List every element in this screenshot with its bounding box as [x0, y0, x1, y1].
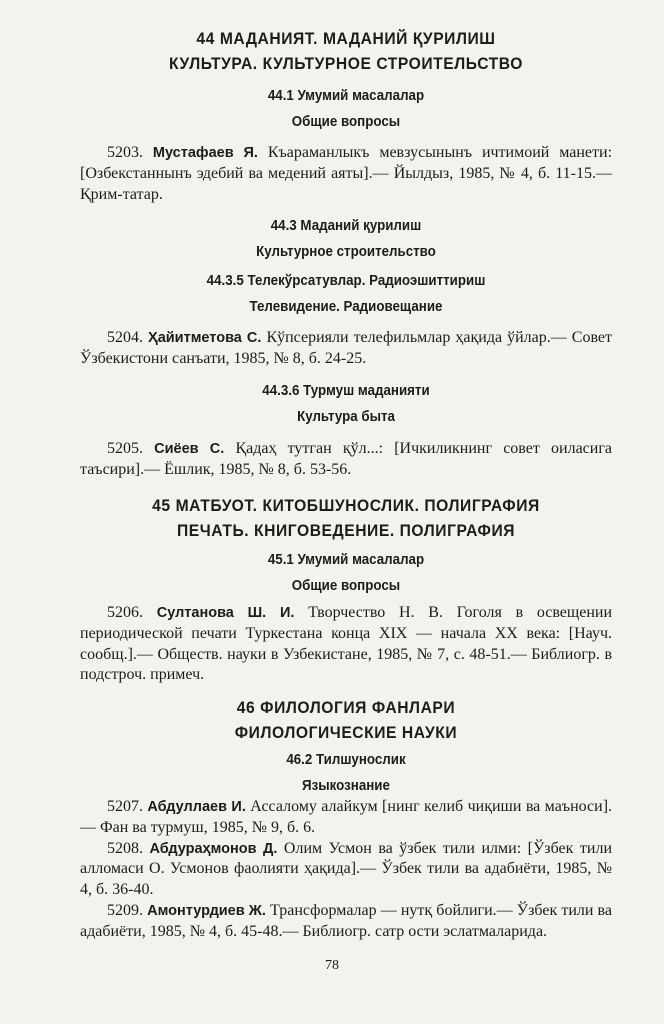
subheading-line: 44.3.6 Турмуш маданияти: [262, 383, 430, 399]
entry-5205: [80, 439, 612, 481]
entry-number: 5209.: [107, 901, 143, 919]
subheading-line: Культурное строительство: [256, 244, 436, 260]
subheading-line: 44.1 Умумий масалалар: [267, 88, 425, 104]
entry-5206: [80, 603, 612, 686]
entry-text: Қадаҳ тутган қўл...: [Ичкиликнинг совет оиласига таъсири].— Ёшлик, 1985, № 8, б. 53-56.: [80, 440, 612, 478]
subheading-44-3: [101, 213, 590, 320]
entry-author: Амонтурдиев Ж.: [147, 902, 266, 919]
heading-line: ФИЛОЛОГИЧЕСКИЕ НАУКИ: [234, 723, 458, 742]
entry-author: Абдураҳмонов Д.: [149, 840, 278, 857]
entry-author: Абдуллаев И.: [147, 799, 246, 815]
entry-5208: [80, 839, 612, 901]
subheading-46-2: [101, 747, 590, 799]
entry-number: 5205.: [107, 440, 143, 457]
subheading-line: Общие вопросы: [291, 578, 401, 594]
entries-46-2: [80, 797, 612, 943]
entry-5203: [80, 143, 612, 205]
entry-text: Олим Усмон ва ўзбек тили илми: [Ўзбек тили алломаси О. Усмонов фаолияти ҳақида].— Ўзбек тили ва адабиёти, 1985, № 4, б. 36-40.: [80, 839, 613, 899]
entry-author: Ҳайитметова С.: [148, 330, 262, 346]
entry-text: Трансформалар — нутқ бойлиги.— Ўзбек тили ва адабиёти, 1985, № 4, б. 45-48.— Библиогр. сатр ости эслатмаларида.: [80, 901, 612, 940]
subheading-line: Культура быта: [297, 409, 395, 425]
heading-line: КУЛЬТУРА. КУЛЬТУРНОЕ СТРОИТЕЛЬСТВО: [169, 54, 523, 73]
entry-5209: [80, 901, 612, 943]
subheading-line: 46.2 Тилшунослик: [286, 752, 406, 768]
entry-number: 5208.: [107, 839, 143, 857]
entry-text: Ассалому алайкум [нинг келиб чиқиши ва маъноси].— Фан ва турмуш, 1985, № 9, б. 6.: [80, 798, 613, 836]
entry-number: 5204.: [107, 329, 143, 346]
section-heading-44: [101, 26, 590, 76]
section-heading-46: [101, 695, 590, 745]
page-number: 78: [325, 958, 339, 973]
entry-author: Мустафаев Я.: [152, 145, 258, 161]
entry-text: Къараманлыкъ мевзусынынъ ичтимоий манети: [Озбекстаннынъ эдебий ва медений аяты].— Йылдыз, 1985, № 4, б. 11-15.— Қрим-татар.: [80, 144, 613, 203]
entry-author: Сиёев С.: [154, 441, 225, 457]
heading-line: 45 МАТБУОТ. КИТОБШУНОСЛИК. ПОЛИГРАФИЯ: [152, 496, 540, 515]
entry-text: Кўпсерияли телефильмлар ҳақида ўйлар.— Совет Ўзбекистони санъати, 1985, № 8, б. 24-25.: [80, 329, 612, 367]
subheading-line: Языкознание: [302, 778, 390, 794]
entry-number: 5206.: [107, 604, 143, 621]
subheading-44-3-6: [101, 378, 590, 430]
subheading-45-1: [101, 547, 590, 599]
entry-author: Султанова Ш. И.: [156, 605, 295, 621]
entry-5204: [80, 328, 612, 370]
section-heading-45: [101, 493, 590, 543]
heading-line: 44 МАДАНИЯТ. МАДАНИЙ ҚУРИЛИШ: [196, 29, 496, 48]
subheading-line: Телевидение. Радиовещание: [249, 299, 443, 315]
entry-number: 5203.: [107, 144, 143, 161]
subheading-44-1: [101, 83, 590, 135]
heading-line: 46 ФИЛОЛОГИЯ ФАНЛАРИ: [236, 698, 456, 717]
entry-text: Творчество Н. В. Гоголя в освещении периодической печати Туркестана конца XIX — начала XX века: [Науч. сообщ.].— Обществ. науки в Узбекистане, 1985, № 7, с. 48-51.— Библиогр. в подстроч. примеч.: [80, 604, 613, 684]
subheading-line: 44.3 Маданий қурилиш: [270, 218, 422, 234]
subheading-line: Общие вопросы: [291, 114, 401, 130]
heading-line: ПЕЧАТЬ. КНИГОВЕДЕНИЕ. ПОЛИГРАФИЯ: [176, 521, 516, 540]
subheading-line: 44.3.5 Телекўрсатувлар. Радиоэшиттириш: [206, 273, 486, 289]
entry-number: 5207.: [107, 798, 143, 815]
entry-5207: [80, 797, 612, 839]
subheading-line: 45.1 Умумий масалалар: [267, 552, 425, 568]
